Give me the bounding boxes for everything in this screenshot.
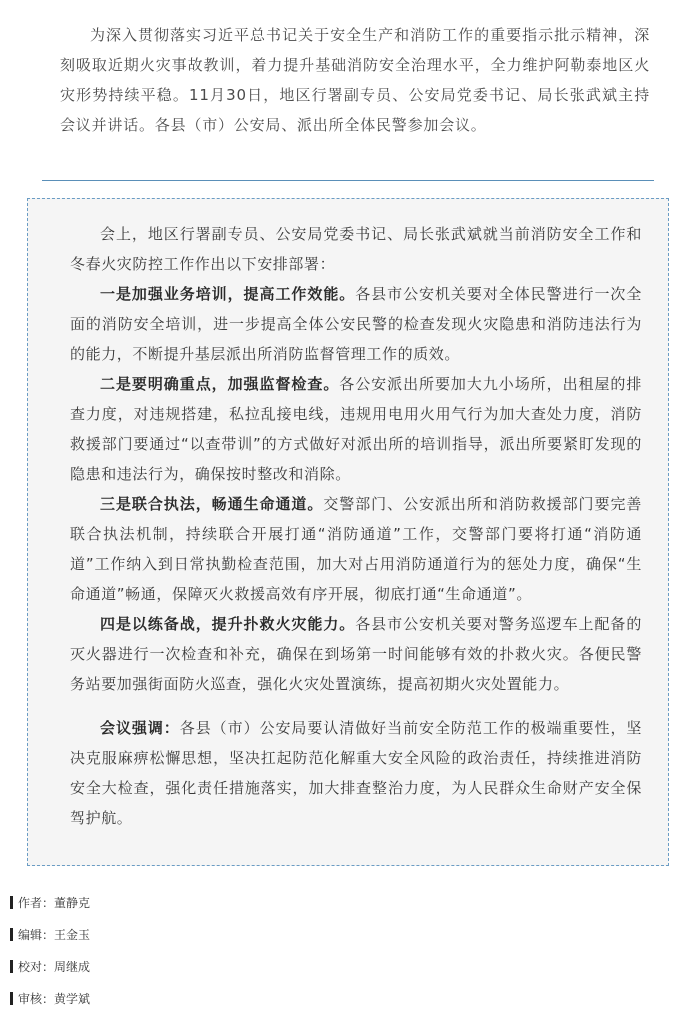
credit-label: 审核： (18, 991, 55, 1006)
credit-reviewer (10, 982, 310, 1014)
section-divider (42, 180, 654, 181)
point-heading-1: 一是加强业务培训，提高工作效能。 (100, 285, 356, 303)
bar-marker-icon (10, 928, 13, 941)
credit-label: 编辑： (18, 927, 55, 942)
point-body-4: 各县市公安机关要对警务巡逻车上配备的灭火器进行一次检查和补充，确保在到场第一时间能够有效的扑救火灾。各便民警务站要加强街面防火巡查，强化火灾处置演练，提高初期火灾处置能力。 (70, 615, 642, 693)
emphasis-body: 各县（市）公安局要认清做好当前安全防范工作的极端重要性，坚决克服麻痹松懈思想，坚决扛起防范化解重大安全风险的政治责任，持续推进消防安全大检查，强化责任措施落实，加大排查整治力度，为人民群众生命财产安全保驾护航。 (70, 719, 642, 827)
credit-name: 周继成 (54, 959, 91, 974)
point-paragraph-1 (70, 279, 642, 369)
point-heading-4: 四是以练备战，提升扑救火灾能力。 (100, 615, 356, 633)
point-paragraph-3 (70, 489, 642, 609)
intro-paragraph: 为深入贯彻落实习近平总书记关于安全生产和消防工作的重要指示批示精神，深刻吸取近期火灾事故教训，着力提升基础消防安全治理水平，全力维护阿勒泰地区火灾形势持续平稳。11月30日，地区行署副专员、公安局党委书记、局长张武斌主持会议并讲话。各县（市）公安局、派出所全体民警参加会议。 (60, 26, 650, 134)
bar-marker-icon (10, 896, 13, 909)
credit-name: 黄学斌 (54, 991, 91, 1006)
credit-name: 董静克 (54, 895, 91, 910)
bar-marker-icon (10, 992, 13, 1005)
credit-proofreader (10, 950, 310, 982)
point-body-2: 各公安派出所要加大九小场所，出租屋的排查力度，对违规搭建，私拉乱接电线，违规用电用火用气行为加大查处力度，消防救援部门要通过“以查带训”的方式做好对派出所的培训指导，派出所要紧盯发现的隐患和违法行为，确保按时整改和消除。 (70, 375, 642, 483)
credit-label: 作者： (18, 895, 55, 910)
credit-author (10, 886, 310, 918)
meeting-details-box (27, 198, 669, 866)
point-body-1: 各县市公安机关要对全体民警进行一次全面的消防安全培训，进一步提高全体公安民警的检查发现火灾隐患和消防违法行为的能力，不断提升基层派出所消防监督管理工作的质效。 (70, 285, 642, 363)
credit-label: 校对： (18, 959, 55, 974)
point-body-3: 交警部门、公安派出所和消防救援部门要完善联合执法机制，持续联合开展打通“消防通道”工作，交警部门要将打通“消防通道”工作纳入到日常执勤检查范围，加大对占用消防通道行为的惩处力度，确保“生命通道”畅通，保障灭火救援高效有序开展，彻底打通“生命通道”。 (70, 495, 642, 603)
credits-list (10, 886, 310, 1014)
point-paragraph-2 (70, 369, 642, 489)
point-heading-2: 二是要明确重点，加强监督检查。 (100, 375, 340, 393)
credit-name: 王金玉 (54, 927, 91, 942)
emphasis-heading: 会议强调： (100, 719, 180, 737)
intro-section (60, 20, 650, 140)
credit-editor (10, 918, 310, 950)
point-heading-3: 三是联合执法，畅通生命通道。 (100, 495, 324, 513)
point-paragraph-4 (70, 609, 642, 699)
emphasis-paragraph (70, 713, 642, 833)
bar-marker-icon (10, 960, 13, 973)
lead-paragraph: 会上，地区行署副专员、公安局党委书记、局长张武斌就当前消防安全工作和冬春火灾防控工作作出以下安排部署： (70, 225, 642, 273)
